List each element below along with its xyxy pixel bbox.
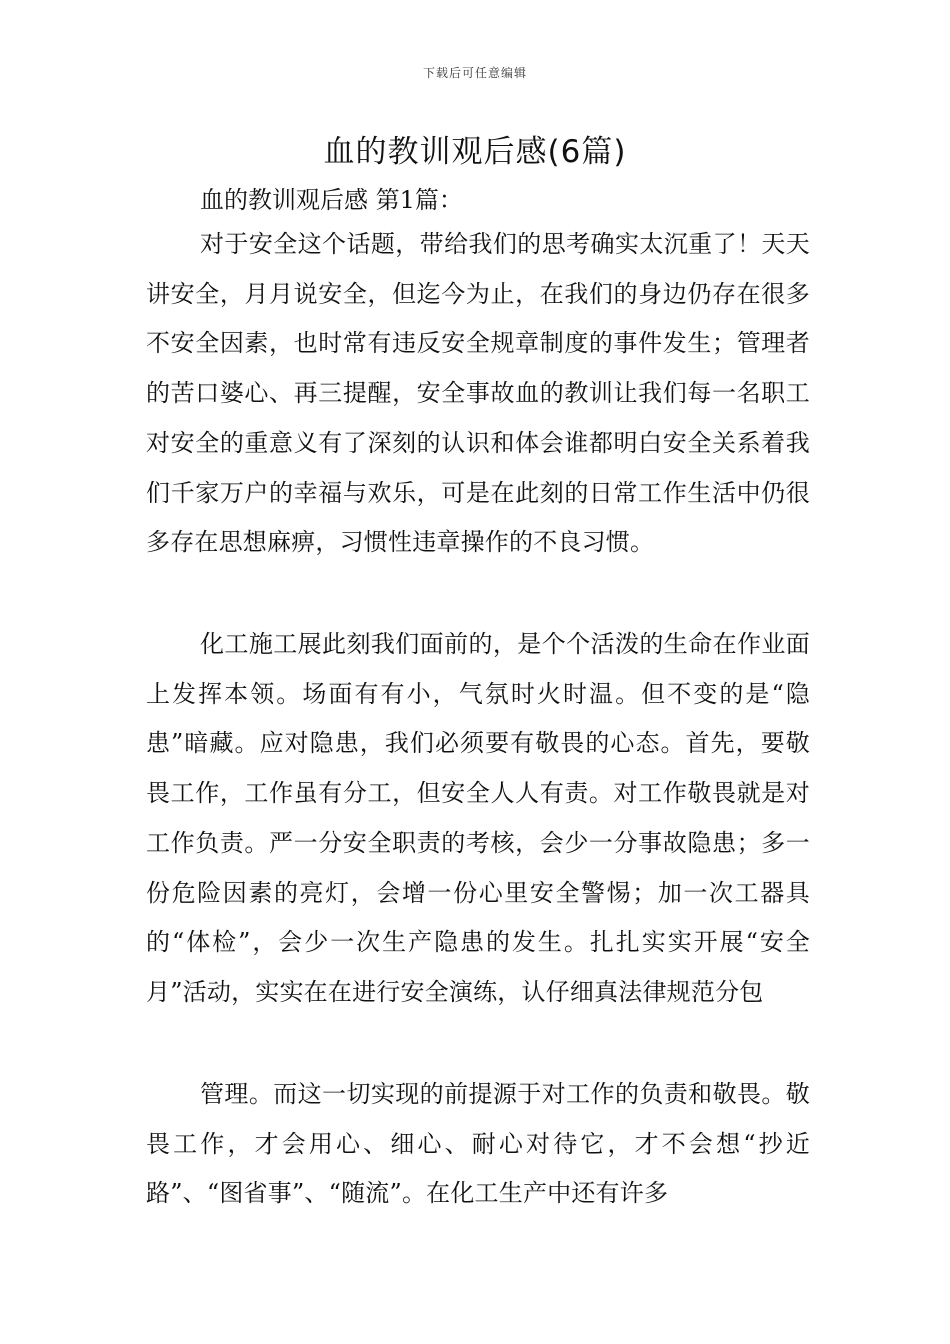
section-subtitle: 血的教训观后感 第1篇： (200, 186, 463, 214)
paragraph-2: 化工施工展此刻我们面前的，是个个活泼的生命在作业面上发挥本领。场面有有小，气氛时火时温。但不变的是“隐患”暗藏。应对隐患，我们必须要有敬畏的心态。首先，要敬畏工作，工作虽有分工，但安全人人有责。对工作敬畏就是对工作负责。严一分安全职责的考核，会少一分事故隐患；多一份危险因素的亮灯，会增一份心里安全警惕；加一次工器具的“体检”，会少一次生产隐患的发生。扎扎实实开展“安全月”活动，实实在在进行安全演练，认仔细真法律规范分包 (146, 630, 810, 1006)
header-note: 下载后可任意编辑 (422, 66, 527, 80)
document-title: 血的教训观后感(6篇) (323, 134, 627, 170)
paragraph-1: 对于安全这个话题，带给我们的思考确实太沉重了！天天讲安全，月月说安全，但迄今为止，在我们的身边仍存在很多不安全因素，也时常有违反安全规章制度的事件发生；管理者的苦口婆心、再三提醒，安全事故血的教训让我们每一名职工对安全的重意义有了深刻的认识和体会谁都明白安全关系着我们千家万户的幸福与欢乐，可是在此刻的日常工作生活中仍很多存在思想麻痹，习惯性违章操作的不良习惯。 (146, 230, 810, 557)
paragraph-3: 管理。而这一切实现的前提源于对工作的负责和敬畏。敬畏工作，才会用心、细心、耐心对待它，才不会想“抄近路”、“图省事”、“随流”。在化工生产中还有许多 (146, 1080, 810, 1208)
